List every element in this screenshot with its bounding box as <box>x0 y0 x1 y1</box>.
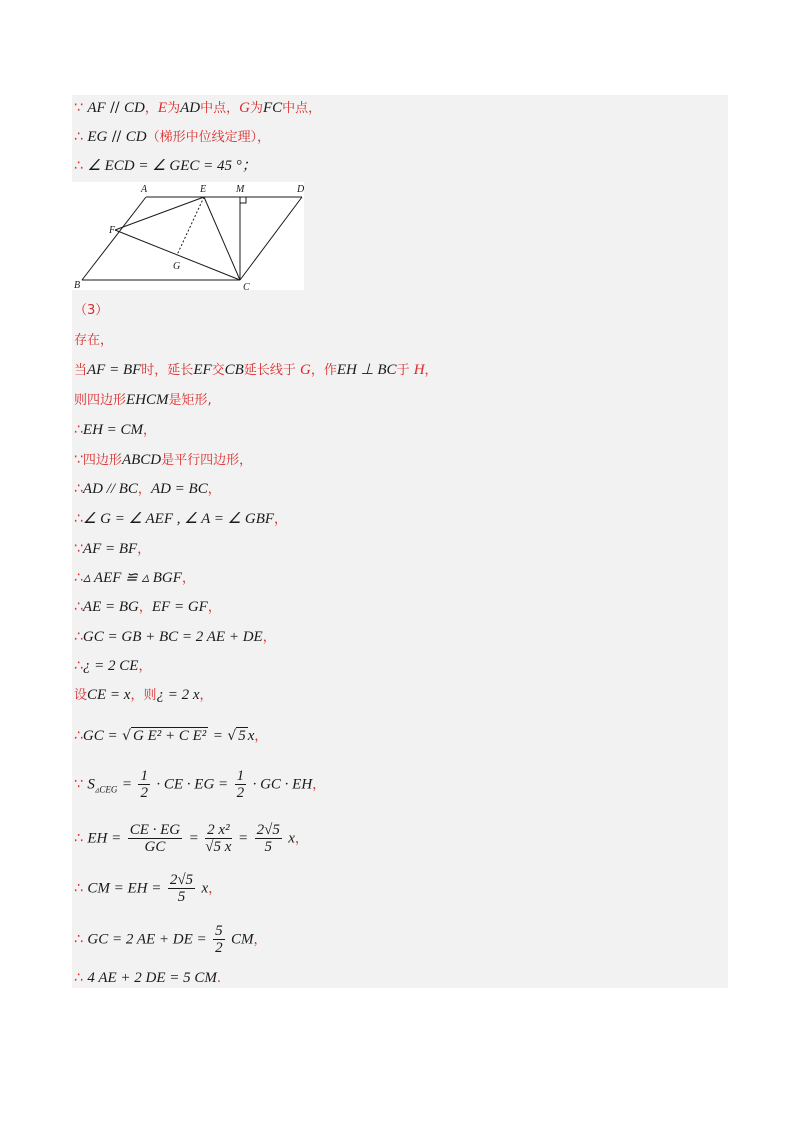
line-20: ∴ EH = $\frac{CE \cdot EG}{GC}$ = $\frac{\text{2 x²}}{√5 x}$ = $\frac{2√5}{5}$ x， <box>74 822 308 855</box>
line-15: ∴GC = GB + BC = 2 AE + DE， <box>74 629 276 645</box>
fraction: $\frac{\text{2 x²}}{√5 x}$ <box>205 822 232 855</box>
line-4: （3） <box>74 303 109 318</box>
fraction: $\frac{5}{2}$ <box>215 923 223 956</box>
parallelogram-diagram <box>72 182 304 290</box>
line-22: ∴ GC = 2 AE + DE = $\frac{5}{2}$ CM， <box>74 923 267 956</box>
label-A: A <box>141 184 148 195</box>
line-19: ∵ $S_{▵CEG}$ = $\frac{1}{2}$ · CE · EG = $\frac{1}{2}$ · GC · EH， <box>74 768 326 801</box>
fraction: $\frac{2√5}{5}$ <box>256 822 280 855</box>
label-G: G <box>173 261 181 272</box>
geometry-figure <box>72 182 304 290</box>
segment-FE <box>115 197 204 230</box>
line-2: ∴ EG // CD（梯形中位线定理）， <box>74 129 271 145</box>
fraction: $\frac{1}{2}$ <box>140 768 148 801</box>
line-11: ∴∠ G = ∠ AEF , ∠ A = ∠ GBF， <box>74 511 288 527</box>
line-10: ∴AD // BC，AD = BC， <box>74 481 221 497</box>
line-17: 设CE = x，则¿ = 2 x， <box>74 687 213 703</box>
line-18: ∴GC = √ G E² + C E² = √ 5 x， <box>74 728 268 744</box>
line-9: ∵四边形ABCD是平行四边形， <box>74 452 253 468</box>
line-3: ∴ ∠ ECD = ∠ GEC = 45 °； <box>74 158 257 174</box>
line-12: ∵AF = BF， <box>74 541 151 557</box>
fraction: $\frac{2√5}{5}$ <box>169 872 194 905</box>
fraction: $\frac{1}{2}$ <box>236 768 245 801</box>
line-13: ∴▵ AEF ≌ ▵ BGF， <box>74 570 195 586</box>
line-21: ∴ CM = EH = $\frac{2√5}{5}$ x， <box>74 872 222 905</box>
label-B: B <box>74 280 81 290</box>
line-1: ∵ AF // CD，E为AD中点，G为FC中点， <box>74 100 322 116</box>
side-DC <box>240 197 302 280</box>
label-E: E <box>200 184 207 195</box>
line-14: ∴AE = BG，EF = GF， <box>74 599 221 615</box>
label-M: M <box>236 184 245 195</box>
right-angle-mark <box>240 197 246 203</box>
label-D: D <box>297 184 304 195</box>
line-5: 存在， <box>74 333 114 348</box>
label-C: C <box>243 282 250 290</box>
label-F: F <box>109 225 116 236</box>
line-23: ∴ 4 AE + 2 DE = 5 CM. <box>74 970 222 986</box>
line-7: 则四边形EHCM是矩形, <box>74 392 212 408</box>
line-8: ∴EH = CM， <box>74 422 157 438</box>
line-6: 当AF = BF时，延长EF交CB延长线于 G，作EH ⊥ BC于 H， <box>74 362 438 378</box>
line-16: ∴¿ = 2 CE， <box>74 658 152 674</box>
fraction: $\frac{CE \cdot EG}{GC}$ <box>129 822 181 855</box>
